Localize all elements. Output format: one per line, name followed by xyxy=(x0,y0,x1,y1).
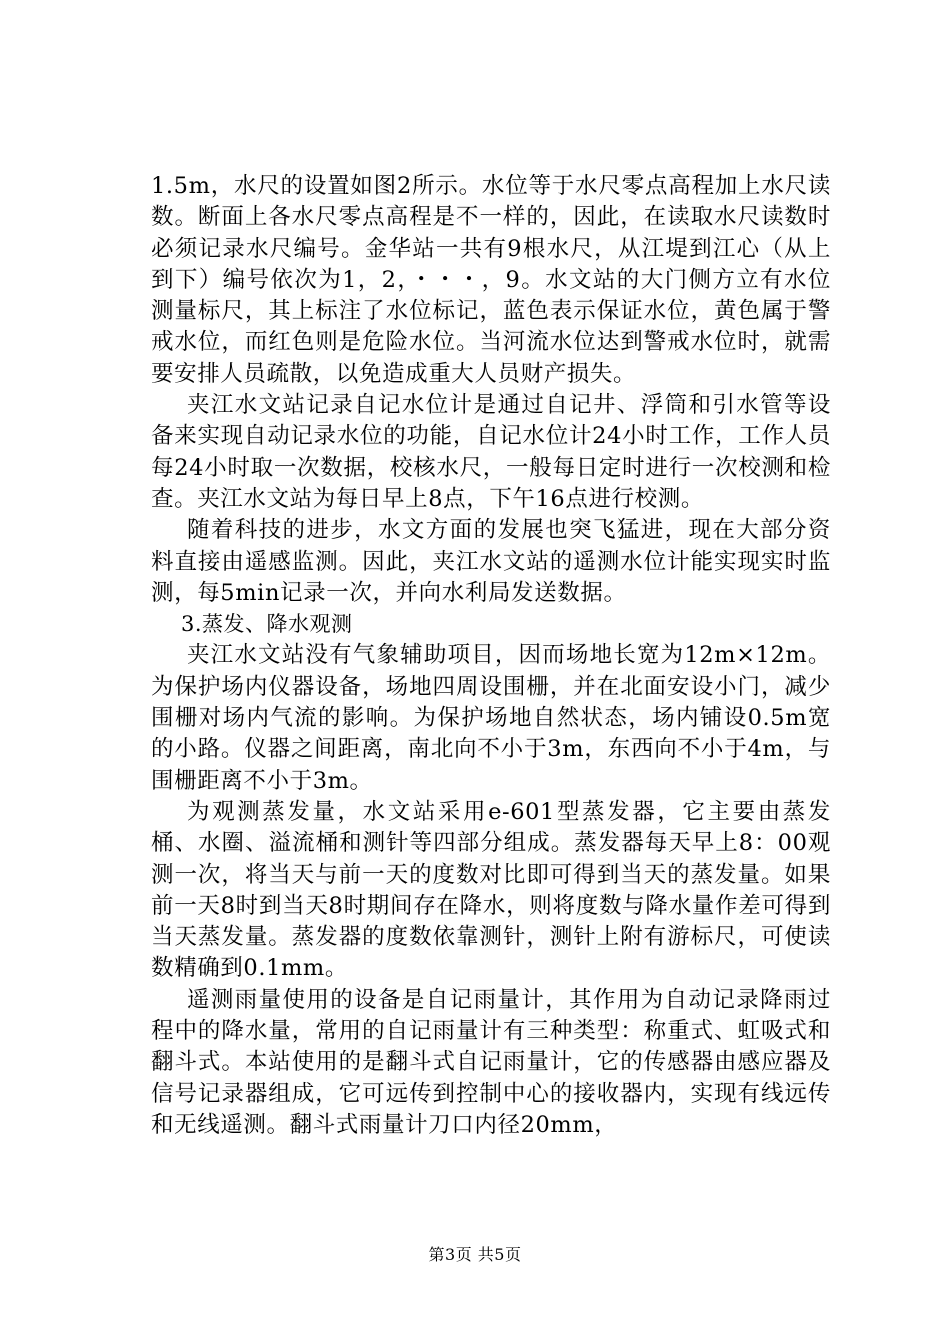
paragraph-auto-recorder: 夹江水文站记录自记水位计是通过自记井、浮筒和引水管等设备来实现自动记录水位的功能，自记水位计24小时工作，工作人员每24小时取一次数据，校核水尺，一般每日定时进行一次校测和检查。夹江水文站为每日早上8点，下午16点进行校测。 xyxy=(151,392,831,512)
paragraph-rain-gauge: 遥测雨量使用的设备是自记雨量计，其作用为自动记录降雨过程中的降水量，常用的自记雨量计有三种类型：称重式、虹吸式和翻斗式。本站使用的是翻斗式自记雨量计，它的传感器由感应器及信号记录器组成，它可远传到控制中心的接收器内，实现有线远传和无线遥测。翻斗式雨量计刀口内径20mm， xyxy=(151,986,831,1138)
section-heading-evaporation: 3.蒸发、降水观测 xyxy=(181,612,353,637)
paragraph-water-gauge: 1.5m，水尺的设置如图2所示。水位等于水尺零点高程加上水尺读数。断面上各水尺零点高程是不一样的，因此，在读取水尺读数时必须记录水尺编号。金华站一共有9根水尺，从江堤到江心（从上到下）编号依次为1，2，・・・，9。水文站的大门侧方立有水位测量标尺，其上标注了水位标记，蓝色表示保证水位，黄色属于警戒水位，而红色则是危险水位。当河流水位达到警戒水位时，就需要安排人员疏散，以免造成重大人员财产损失。 xyxy=(151,173,831,387)
page-number-footer: 第3页 共5页 xyxy=(428,1245,522,1264)
paragraph-site-layout: 夹江水文站没有气象辅助项目，因而场地长宽为12m×12m。为保护场内仪器设备，场地四周设围栅，并在北面安设小门，减少围栅对场内气流的影响。为保护场地自然状态，场内铺设0.5m宽的小路。仪器之间距离，南北向不小于3m，东西向不小于4m，与围栅距离不小于3m。 xyxy=(151,642,831,794)
paragraph-remote-sensing: 随着科技的进步，水文方面的发展也突飞猛进，现在大部分资料直接由遥感监测。因此，夹江水文站的遥测水位计能实现实时监测，每5min记录一次，并向水利局发送数据。 xyxy=(151,517,831,606)
paragraph-evaporation: 为观测蒸发量，水文站采用e-601型蒸发器，它主要由蒸发桶、水圈、溢流桶和测针等四部分组成。蒸发器每天早上8：00观测一次，将当天与前一天的度数对比即可得到当天的蒸发量。如果前一天8时到当天8时期间存在降水，则将度数与降水量作差可得到当天蒸发量。蒸发器的度数依靠测针，测针上附有游标尺，可使读数精确到0.1mm。 xyxy=(151,798,831,982)
document-body xyxy=(151,171,831,1141)
